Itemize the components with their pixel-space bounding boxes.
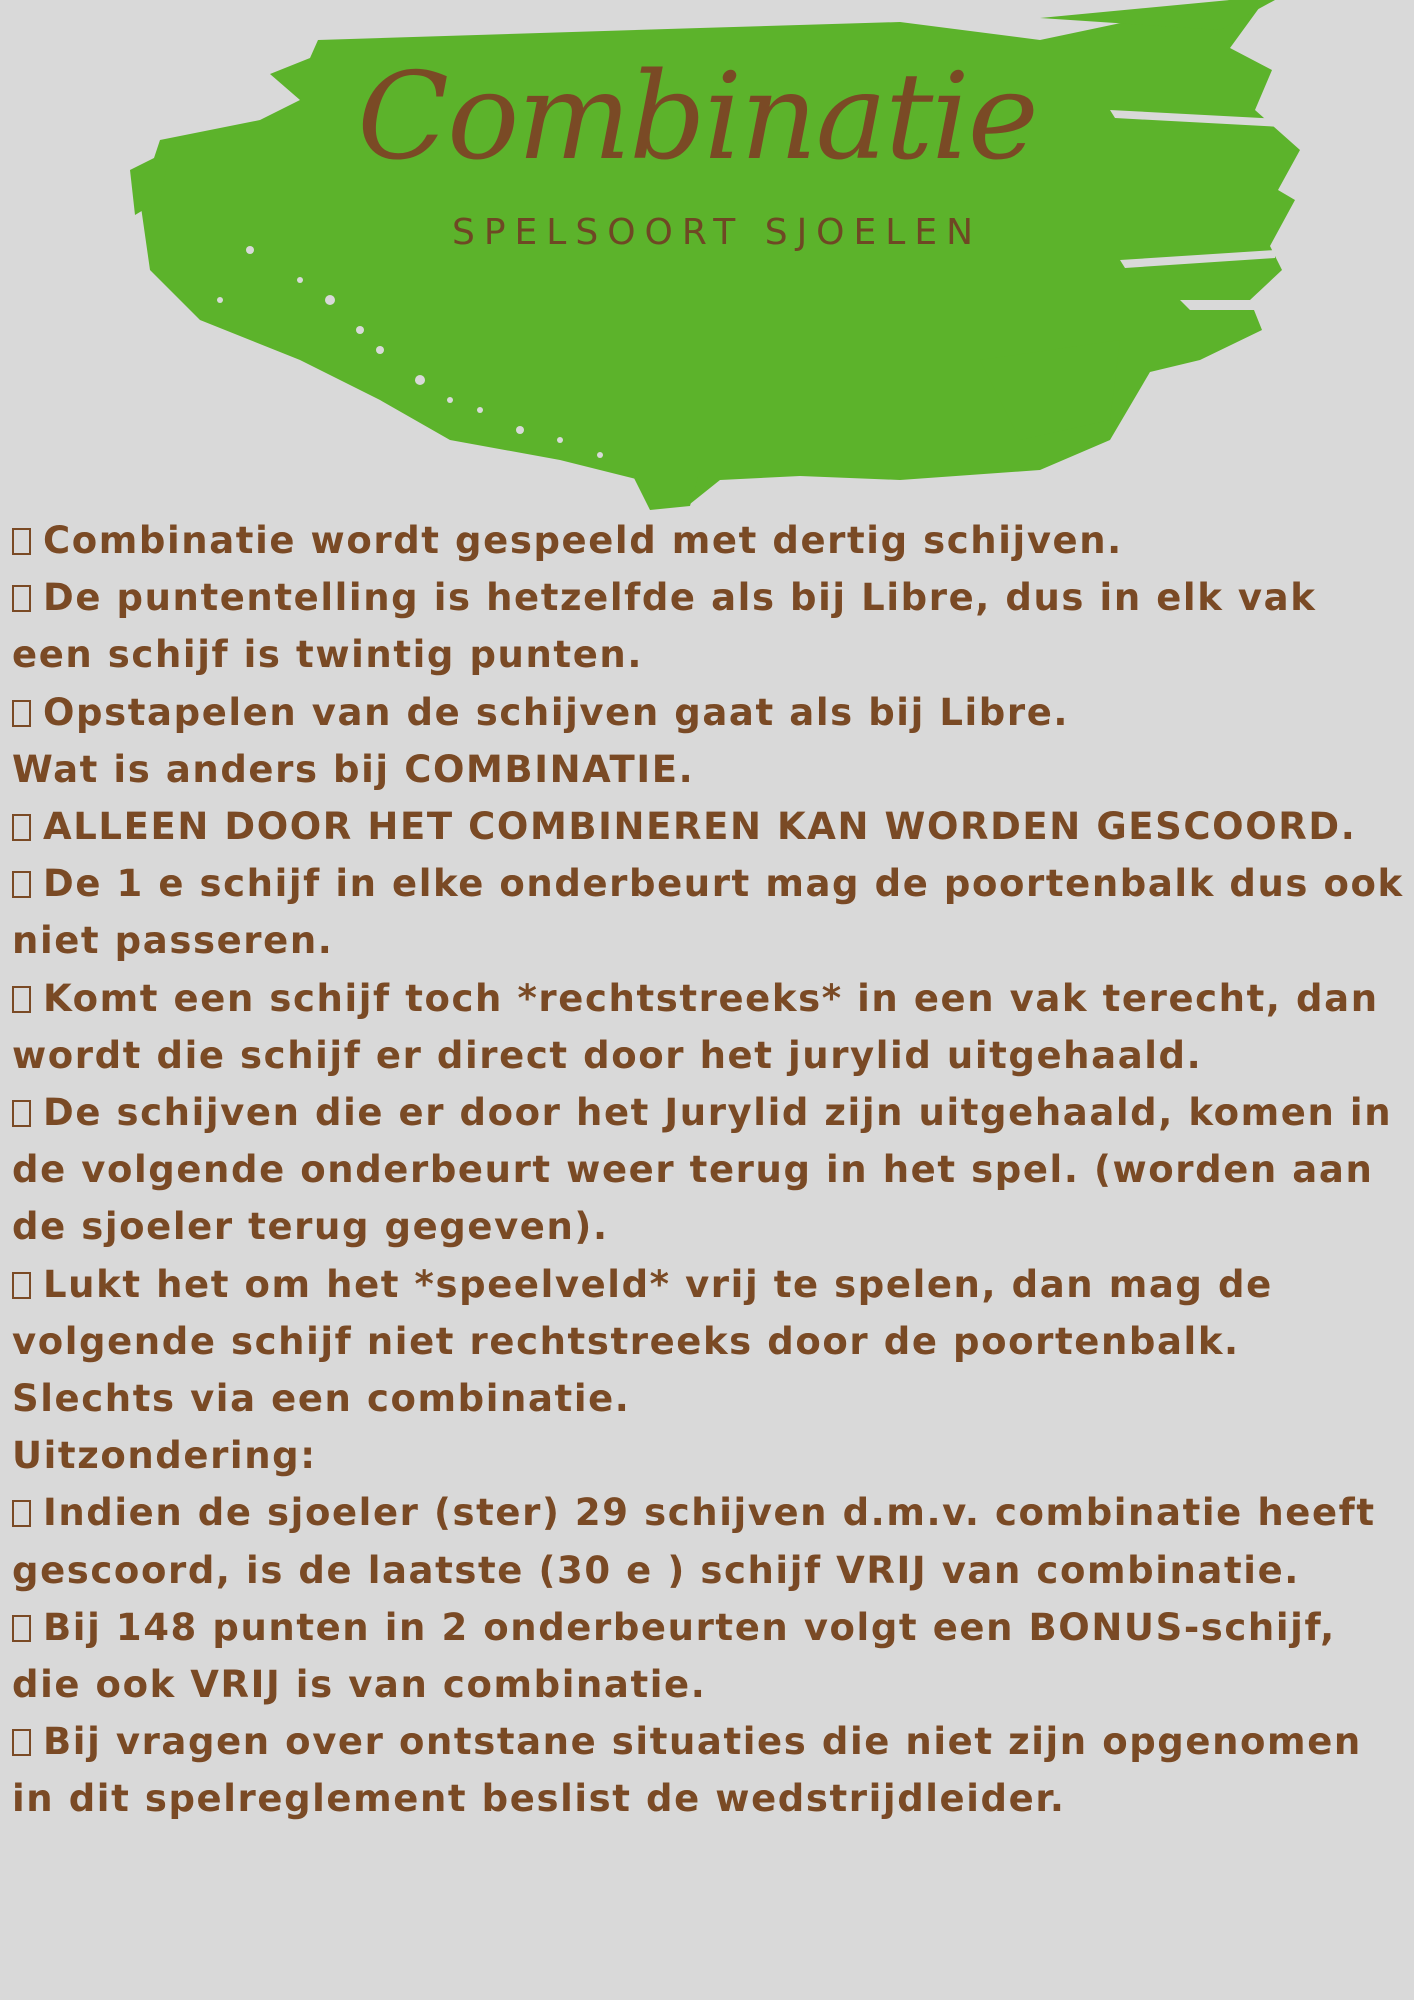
- bullet-box-icon: [12, 1729, 31, 1756]
- rule-item: [12, 1256, 1407, 1428]
- bullet-box-icon: [12, 585, 31, 612]
- bullet-box-icon: [12, 1615, 31, 1642]
- rule-text: De schijven die er door het Jurylid zijn uitgehaald, komen in de volgende onderbeurt weer terug in het spel. (worden aan de sjoeler terug gegeven).: [12, 1091, 1393, 1249]
- rule-item: [12, 1484, 1407, 1598]
- rule-item: [12, 569, 1407, 683]
- rule-item: [12, 798, 1407, 855]
- bullet-box-icon: [12, 871, 31, 898]
- rule-item: [12, 684, 1407, 741]
- rule-item: [12, 1713, 1407, 1827]
- rule-item: [12, 855, 1407, 969]
- rule-text: Indien de sjoeler (ster) 29 schijven d.m.v. combinatie heeft gescoord, is de laatste (30 e ) schijf VRIJ van combinatie.: [12, 1491, 1376, 1592]
- bullet-box-icon: [12, 814, 31, 841]
- rule-heading: [12, 741, 1407, 798]
- rule-text: Opstapelen van de schijven gaat als bij Libre.: [43, 690, 1070, 734]
- rule-heading: [12, 1427, 1407, 1484]
- rule-text: Komt een schijf toch *rechtstreeks* in een vak terecht, dan wordt die schijf er direct door het jurylid uitgehaald.: [12, 976, 1379, 1077]
- rule-text: Bij vragen over ontstane situaties die niet zijn opgenomen in dit spelreglement beslist de wedstrijdleider.: [12, 1720, 1362, 1821]
- bullet-box-icon: [12, 1500, 31, 1527]
- bullet-box-icon: [12, 700, 31, 727]
- rule-text: Lukt het om het *speelveld* vrij te spelen, dan mag de volgende schijf niet rechtstreeks door de poortenbalk. Slechts via een combinatie.: [12, 1262, 1273, 1421]
- rule-text: Combinatie wordt gespeeld met dertig schijven.: [43, 519, 1123, 562]
- bullet-box-icon: [12, 1100, 31, 1127]
- rules-list: [12, 512, 1407, 1828]
- rule-text: ALLEEN DOOR HET COMBINEREN KAN WORDEN GESCOORD.: [43, 805, 1357, 849]
- rule-item: [12, 512, 1407, 569]
- bullet-box-icon: [12, 986, 31, 1013]
- rule-item: [12, 1084, 1407, 1256]
- rule-text: Bij 148 punten in 2 onderbeurten volgt een BONUS-schijf, die ook VRIJ is van combinatie.: [12, 1605, 1336, 1707]
- rule-item: [12, 1599, 1407, 1713]
- bullet-box-icon: [12, 528, 31, 555]
- page-title: Combinatie: [357, 48, 1037, 187]
- rule-item: [12, 970, 1407, 1084]
- rule-text: De puntentelling is hetzelfde als bij Libre, dus in elk vak een schijf is twintig punten.: [12, 576, 1317, 677]
- bullet-box-icon: [12, 1272, 31, 1299]
- page-subtitle: SPELSOORT SJOELEN: [452, 212, 982, 253]
- rule-text: De 1 e schijf in elke onderbeurt mag de poortenbalk dus ook niet passeren.: [12, 862, 1404, 963]
- rule-text: Uitzondering:: [12, 1434, 317, 1478]
- rule-text: Wat is anders bij COMBINATIE.: [12, 747, 695, 791]
